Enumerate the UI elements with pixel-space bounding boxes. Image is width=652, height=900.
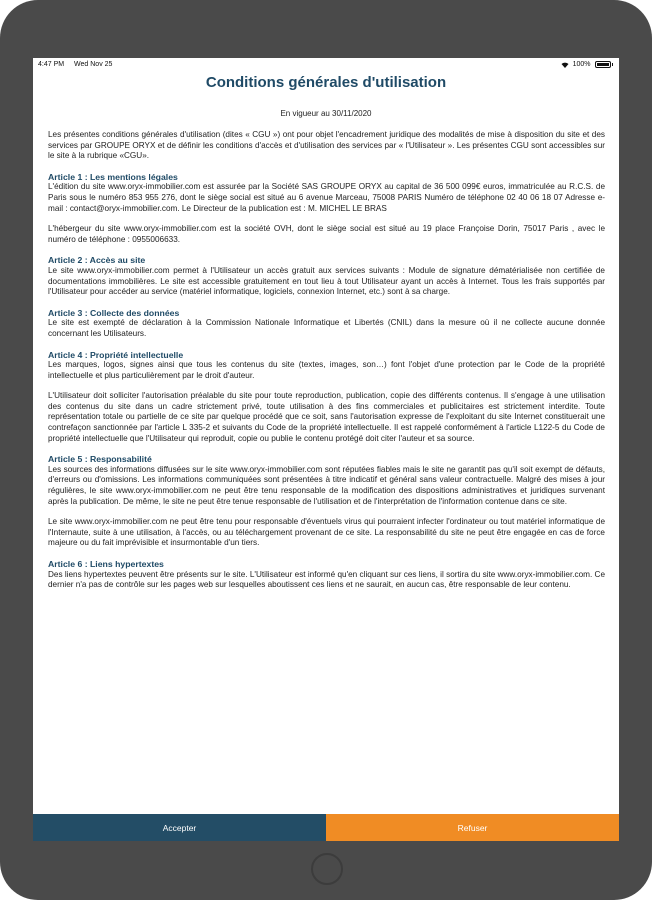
article-3-paragraph-1: Le site est exempté de déclaration à la Commission Nationale Informatique et Libertés (CNIL) dans la mesure où il ne collecte aucune donnée concernant les Utilisateurs.	[48, 318, 605, 338]
article-2-paragraph-1: Le site www.oryx-immobilier.com permet à l'Utilisateur un accès gratuit aux services suivants : Module de signature dématérialisée non certifiée de documentations immobilières. Le site est accessible gratuitement en tout lieu à tout Utilisateur ayant un accès à Internet. Tous les frais supportés par l'Utilisateur pour accéder au service (matériel informatique, logiciels, connexion Internet, etc.) sont à sa charge.	[48, 265, 605, 297]
article-4-heading: Article 4 : Propriété intellectuelle	[48, 349, 184, 360]
article-1-paragraph-2: L'hébergeur du site www.oryx-immobilier.com est la société OVH, dont le siège social est situé au 19 place Françoise Dorin, 75017 Paris , avec le numéro de téléphone : 0955006633.	[48, 224, 605, 244]
article-1-heading: Article 1 : Les mentions légales	[48, 171, 178, 182]
screen	[33, 58, 619, 841]
article-3-heading: Article 3 : Collecte des données	[48, 307, 180, 318]
battery-tip	[612, 63, 614, 66]
page-title: Conditions générales d'utilisation	[205, 74, 447, 91]
refuse-button[interactable]: Refuser	[326, 814, 619, 841]
status-left	[38, 61, 120, 68]
battery-icon	[595, 61, 611, 68]
terms-scroll-content[interactable]	[48, 130, 605, 810]
article-4-paragraph-1: Les marques, logos, signes ainsi que tous les contenus du site (textes, images, son…) font l'objet d'une protection par le Code de la propriété intellectuelle et plus particulièrement par le droit d'auteur.	[48, 360, 605, 380]
article-5-heading: Article 5 : Responsabilité	[48, 454, 152, 465]
accept-button[interactable]: Accepter	[33, 814, 326, 841]
article-6-paragraph-1: Des liens hypertextes peuvent être présents sur le site. L'Utilisateur est informé qu'en cliquant sur ces liens, il sortira du site www.oryx-immobilier.com. Ce dernier n'a pas de contrôle sur les pages web sur lesquelles aboutissent ces liens et ne saurait, en aucun cas, être responsable de leur contenu.	[48, 569, 605, 590]
article-2-heading: Article 2 : Accès au site	[48, 255, 146, 266]
home-button[interactable]	[311, 853, 343, 885]
battery-percent: 100%	[572, 61, 591, 68]
status-date: Wed Nov 25	[74, 61, 113, 68]
status-time: 4:47 PM	[38, 61, 65, 68]
article-5-paragraph-1: Les sources des informations diffusées sur le site www.oryx-immobilier.com sont réputées fiables mais le site ne garantit pas qu'il soit exempt de défauts, d'erreurs ou d'omissions. Les informations communiquées sont présentées à titre indicatif et général sans valeur contractuelle. Malgré des mises à jour régulières, le site www.oryx-immobilier.com ne peut être tenu responsable de la modification des dispositions administratives et juridiques survenant après la publication. De même, le site ne peut être tenue responsable de l'utilisation et de l'interprétation de l'information contenue dans ce site.	[48, 464, 605, 506]
article-1-paragraph-1: L'édition du site www.oryx-immobilier.com est assurée par la Société SAS GROUPE ORYX au capital de 36 500 099€ euros, immatriculée au R.C.S. de Paris sous le numéro 853 955 276, dont le siège social est situé au 6 avenue Marceau, 75008 PARIS Numéro de téléphone 02 40 06 18 07 Adresse e-mail : contact@oryx-immobilier.com. Le Directeur de la publication est : M. MICHEL LE BRAS	[48, 182, 605, 213]
intro-paragraph: Les présentes conditions générales d'utilisation (dites « CGU ») ont pour objet l'encadrement juridique des modalités de mise à disposition du site et des services par GROUPE ORYX et de définir les conditions d'accès et d'utilisation des services par « l'Utilisateur ». Les présentes CGU sont accessibles sur le site à la rubrique «CGU».	[48, 130, 605, 161]
wifi-icon	[561, 62, 569, 68]
consent-button-bar	[33, 814, 619, 841]
effective-date: En vigueur au 30/11/2020	[280, 109, 372, 118]
article-5-paragraph-2: Le site www.oryx-immobilier.com ne peut être tenu pour responsable d'éventuels virus qui pourraient infecter l'ordinateur ou tout matériel informatique de l'Internaute, suite à une utilisation, à l'accès, ou au téléchargement provenant de ce site. La responsabilité du site ne peut être engagée en cas de force majeure ou du fait imprévisible et insurmontable d'un tiers.	[48, 517, 605, 548]
status-right	[561, 61, 613, 68]
status-bar	[33, 58, 619, 72]
article-6-heading: Article 6 : Liens hypertextes	[48, 559, 164, 569]
article-4-paragraph-2: L'Utilisateur doit solliciter l'autorisation préalable du site pour toute reproduction, publication, copie des différents contenus. Il s'engage à une utilisation des contenus du site dans un cadre strictement privé, toute utilisation à des fins commerciales et publicitaires est strictement interdite. Toute représentation totale ou partielle de ce site par quelque procédé que ce soit, sans l'autorisation expresse de l'exploitant du site Internet constituerait une contrefaçon sanctionnée par l'article L 335-2 et suivants du Code de la propriété intellectuelle. Il est rappelé conformément à l'article L122-5 du Code de propriété intellectuelle que l'Utilisateur qui reproduit, copie ou publie le contenu protégé doit citer l'auteur et sa source.	[48, 391, 605, 443]
